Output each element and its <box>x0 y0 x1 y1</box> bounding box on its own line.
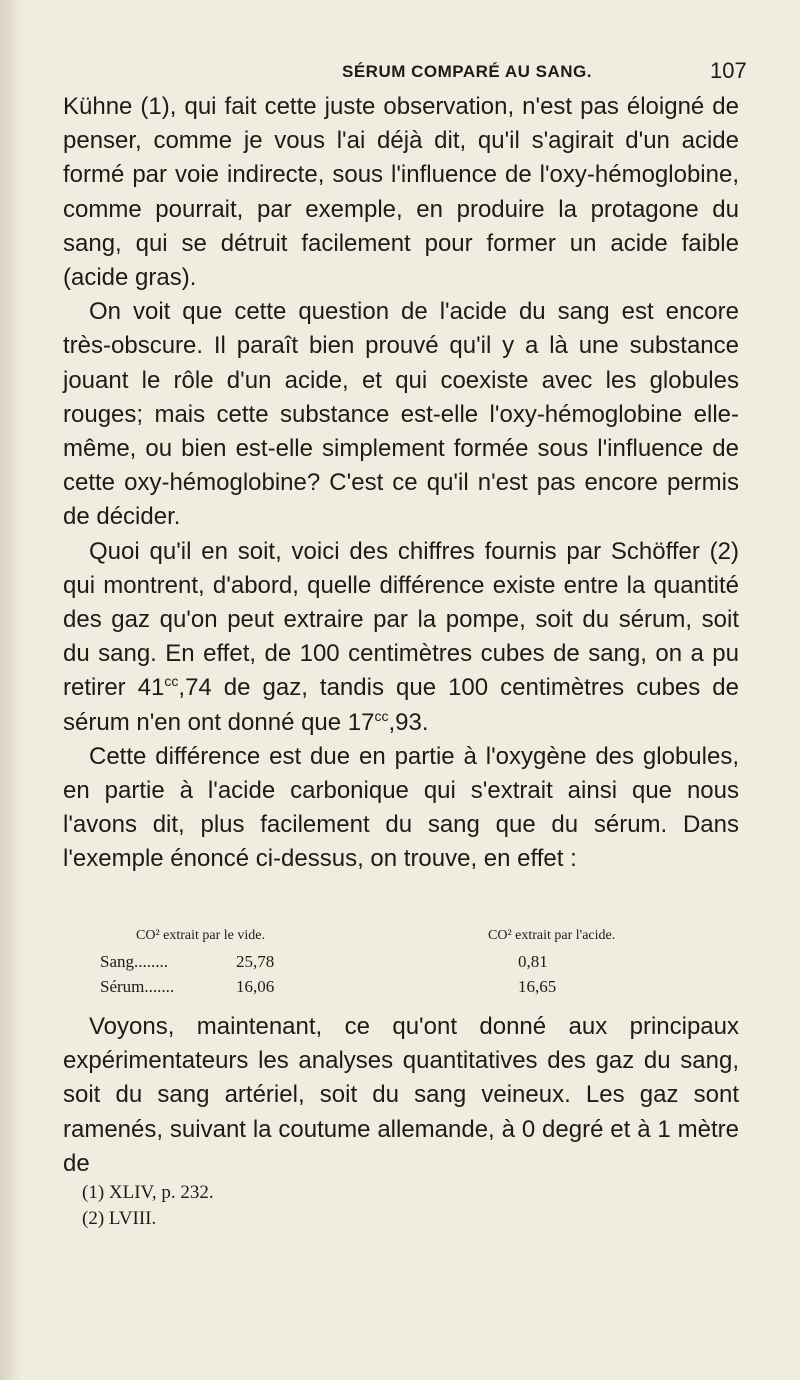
table-row <box>100 977 740 1002</box>
paragraph-2: On voit que cette question de l'acide du sang est encore très-obscure. Il paraît bien prouvé qu'il y a là une substance jouant le rôle d'un acide, et qui coexiste avec les globules rouges; mais cette substance est-elle l'oxy-hémoglobine elle-même, ou bien est-elle simplement formée sous l'influence de cette oxy-hémoglobine? C'est ce qu'il n'est pas encore permis de décider. <box>63 298 739 531</box>
unit-superscript: cc <box>164 673 179 690</box>
paragraph-3 <box>63 535 739 740</box>
page-gutter-shadow <box>0 0 22 1380</box>
running-title: SÉRUM COMPARÉ AU SANG. <box>342 62 592 81</box>
table-cell-acide: 0,81 <box>518 952 548 971</box>
body-text-upper <box>63 90 739 877</box>
unit-superscript: cc <box>374 707 389 724</box>
table-row-label: Sang........ <box>100 952 168 971</box>
paragraph-3-part-a: Quoi qu'il en soit, voici des chiffres fournis par Schöffer (2) qui montrent, d'abord, quelle différence existe entre la quantité des gaz qu'on peut extraire par la pompe, soit du sérum, soit du sang. En effet, de 100 centimètres cubes de sang, on a pu retirer 41 <box>63 537 739 702</box>
table-header-vide: CO² extrait par le vide. <box>136 928 265 943</box>
page-header <box>0 58 800 88</box>
paragraph-4: Cette différence est due en partie à l'oxygène des globules, en partie à l'acide carbonique qui s'extrait ainsi que nous l'avons dit, plus facilement du sang que du sérum. Dans l'exemple énoncé ci-dessus, on trouve, en effet : <box>63 742 739 873</box>
table-header-acide: CO² extrait par l'acide. <box>488 928 616 943</box>
table-row-label: Sérum....... <box>100 977 175 996</box>
table-cell-acide: 16,65 <box>518 977 557 996</box>
paragraph-5: Voyons, maintenant, ce qu'ont donné aux principaux expérimentateurs les analyses quantitatives des gaz du sang, soit du sang artériel, soit du sang veineux. Les gaz sont ramenés, suivant la coutume allemande, à 0 degré et à 1 mètre de <box>63 1013 739 1177</box>
footnotes <box>82 1180 214 1232</box>
table-header <box>100 928 740 952</box>
paragraph-1: Kühne (1), qui fait cette juste observation, n'est pas éloigné de penser, comme je vous l'ai déjà dit, qu'il s'agirait d'un acide formé par voie indirecte, sous l'influence de l'oxy-hémoglobine, comme pourrait, par exemple, en produire la protagone du sang, qui se détruit facilement pour former un acide faible (acide gras). <box>63 93 739 292</box>
body-text-lower <box>63 1010 739 1181</box>
paragraph-3-part-b: ,74 de gaz, tandis que 100 centimètres cubes de sérum n'en ont donné que 17 <box>63 674 739 736</box>
table-cell-vide: 16,06 <box>236 977 275 996</box>
footnote-2: (2) LVIII. <box>82 1208 157 1229</box>
paragraph-3-part-c: ,93. <box>388 708 429 736</box>
page-number: 107 <box>710 58 747 83</box>
table-row <box>100 952 740 977</box>
co2-table <box>100 928 740 1002</box>
footnote-1: (1) XLIV, p. 232. <box>82 1182 214 1203</box>
table-cell-vide: 25,78 <box>236 952 275 971</box>
